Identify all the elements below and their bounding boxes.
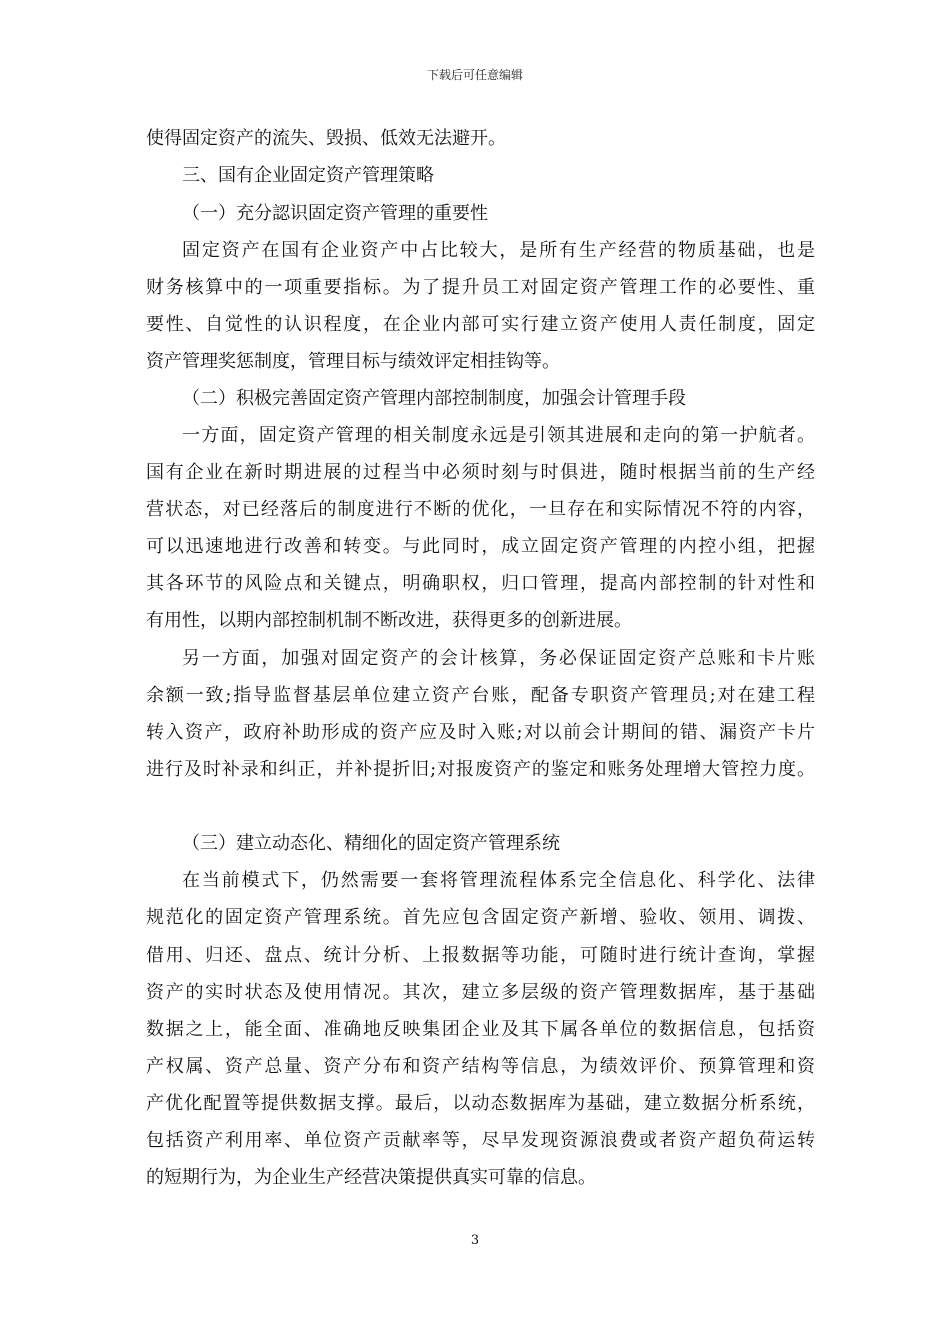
paragraph-line: 一方面，固定资产管理的相关制度永远是引领其进展和走向的第一护航者。	[182, 425, 815, 446]
paragraph-line: 要性、自觉性的认识程度，在企业内部可实行建立资产使用人责任制度，固定	[146, 314, 815, 335]
paragraph-line: 转入资产，政府补助形成的资产应及时入账;对以前会计期间的错、漏资产卡片	[146, 722, 815, 743]
paragraph-line: 另一方面，加强对固定资产的会计核算，务必保证固定资产总账和卡片账	[182, 648, 815, 669]
subsection-heading: （三）建立动态化、精细化的固定资产管理系统	[182, 833, 560, 854]
paragraph-line: 余额一致;指导监督基层单位建立资产台账，配备专职资产管理员;对在建工程	[146, 685, 815, 706]
paragraph-line: 借用、归还、盘点、统计分析、上报数据等功能，可随时进行统计查询，掌握	[146, 945, 815, 966]
paragraph-line: 使得固定资产的流失、毁损、低效无法避开。	[146, 128, 506, 149]
paragraph-line: 财务核算中的一项重要指标。为了提升员工对固定资产管理工作的必要性、重	[146, 277, 815, 298]
paragraph-line: 的短期行为，为企业生产经营决策提供真实可靠的信息。	[146, 1167, 596, 1188]
paragraph-line: 产权属、资产总量、资产分布和资产结构等信息，为绩效评价、预算管理和资	[146, 1056, 815, 1077]
paragraph-line: 产优化配置等提供数据支撑。最后，以动态数据库为基础，建立数据分析系统，	[146, 1093, 815, 1114]
subsection-heading: （一）充分認识固定资产管理的重要性	[182, 203, 488, 224]
paragraph-line: 有用性，以期内部控制机制不断改进，获得更多的创新进展。	[146, 610, 632, 631]
paragraph-line: 在当前模式下，仍然需要一套将管理流程体系完全信息化、科学化、法律	[182, 870, 815, 891]
paragraph-line: 国有企业在新时期进展的过程当中必须时刻与时俱进，随时根据当前的生产经	[146, 462, 815, 483]
paragraph-line: 可以迅速地进行改善和转变。与此同时，成立固定资产管理的内控小组，把握	[146, 536, 815, 557]
page-number: 3	[470, 1233, 480, 1248]
page-header: 下载后可任意编辑	[426, 68, 523, 82]
paragraph-line: 资产管理奖惩制度，管理目标与绩效评定相挂钩等。	[146, 351, 560, 372]
paragraph-line: 固定资产在国有企业资产中占比较大，是所有生产经营的物质基础，也是	[182, 240, 815, 261]
paragraph-line: 数据之上，能全面、准确地反映集团企业及其下属各单位的数据信息，包括资	[146, 1019, 815, 1040]
paragraph-line: 规范化的固定资产管理系统。首先应包含固定资产新增、验收、领用、调拨、	[146, 907, 815, 928]
paragraph-line: 进行及时补录和纠正，并补提折旧;对报废资产的鉴定和账务处理增大管控力度。	[146, 759, 815, 780]
paragraph-line: 其各环节的风险点和关键点，明确职权，归口管理，提高内部控制的针对性和	[146, 573, 815, 594]
paragraph-line: 资产的实时状态及使用情况。其次，建立多层级的资产管理数据库，基于基础	[146, 982, 815, 1003]
subsection-heading: （二）积极完善固定资产管理内部控制制度，加强会计管理手段	[182, 388, 686, 409]
paragraph-line: 营状态，对已经落后的制度进行不断的优化，一旦存在和实际情况不符的内容，	[146, 499, 815, 520]
paragraph-line: 包括资产利用率、单位资产贡献率等，尽早发现资源浪费或者资产超负荷运转	[146, 1130, 815, 1151]
section-heading: 三、国有企业固定资产管理策略	[182, 165, 434, 186]
